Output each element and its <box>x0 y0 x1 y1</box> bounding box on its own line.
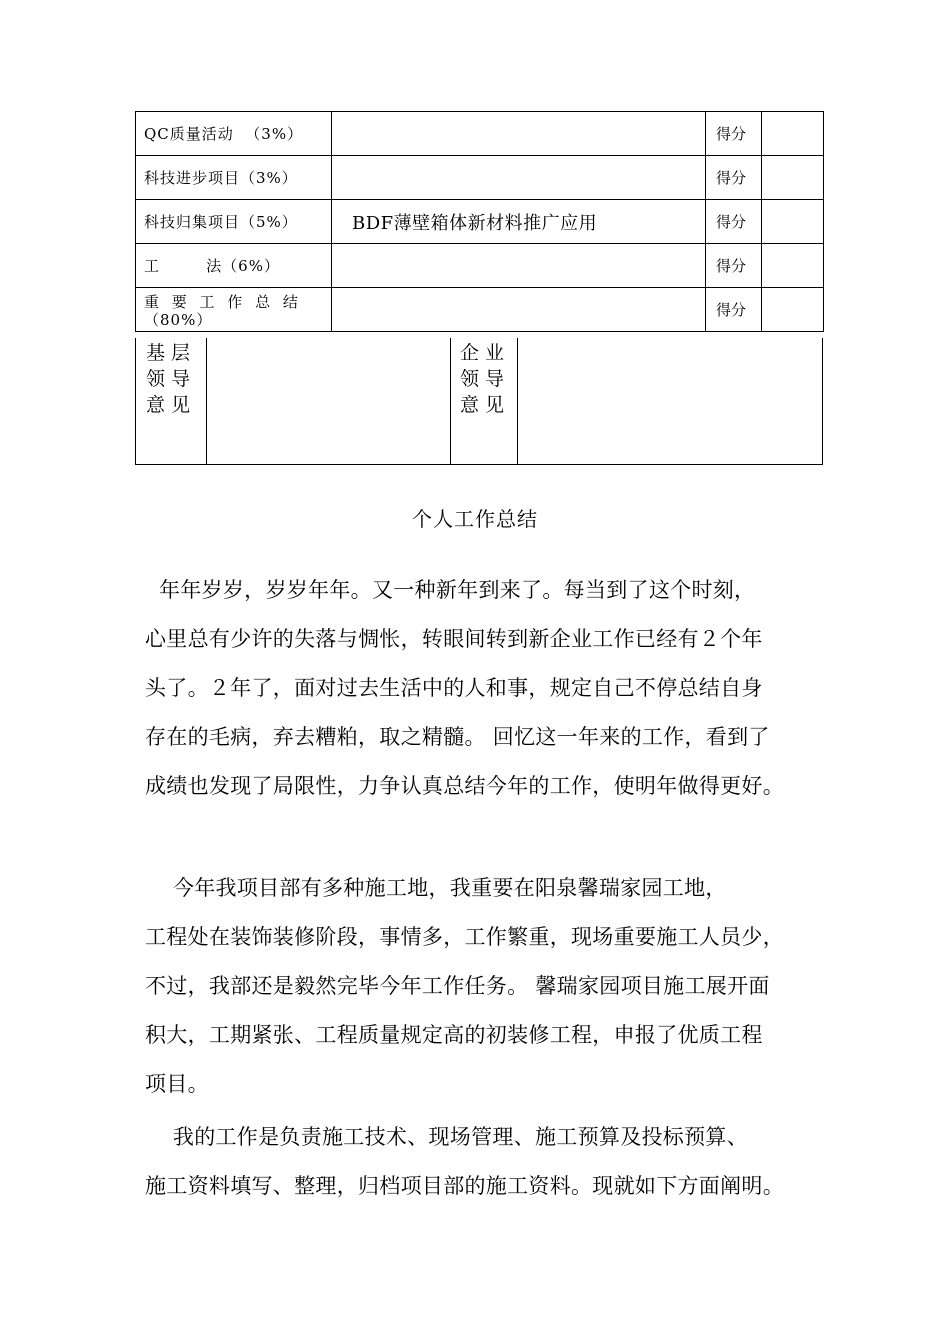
paragraph-line: 存在的毛病，弃去糟粕，取之精髓。 回忆这一年来的工作，看到了 <box>145 725 770 749</box>
score-cell[interactable] <box>762 244 824 288</box>
row-content <box>332 288 706 332</box>
score-cell[interactable] <box>762 156 824 200</box>
paragraph-line: 心里总有少许的失落与惆怅，转眼间转到新企业工作已经有２个年 <box>145 627 763 651</box>
basic-leader-label <box>146 340 196 418</box>
basic-leader-opinion-field[interactable] <box>207 338 451 464</box>
row-content: BDF薄壁箱体新材料推广应用 <box>332 200 706 244</box>
label-line: 领导 <box>146 368 197 390</box>
row-content <box>332 244 706 288</box>
row-label-line: （80%） <box>144 310 213 329</box>
enterprise-leader-label <box>460 340 510 418</box>
enterprise-leader-label-cell <box>451 338 518 464</box>
paragraph-line: 头了。２年了，面对过去生活中的人和事，规定自己不停总结自身 <box>145 676 763 700</box>
score-label: 得分 <box>706 288 762 332</box>
label-line: 领导 <box>460 368 511 390</box>
score-label: 得分 <box>706 200 762 244</box>
paragraph-line: 不过，我部还是毅然完毕今年工作任务。 馨瑞家园项目施工展开面 <box>145 974 770 998</box>
row-label: 科技进步项目（3%） <box>136 156 332 200</box>
table-row <box>136 156 824 200</box>
paragraph-line: 今年我项目部有多种施工地，我重要在阳泉馨瑞家园工地， <box>145 876 727 900</box>
label-line: 意见 <box>146 394 197 416</box>
document-title: 个人工作总结 <box>412 507 538 531</box>
opinion-section <box>135 338 823 465</box>
table-row <box>136 244 824 288</box>
row-label <box>136 288 332 332</box>
paragraph-line: 施工资料填写、整理，归档项目部的施工资料。现就如下方面阐明。 <box>145 1174 784 1198</box>
row-content <box>332 156 706 200</box>
table-row <box>136 200 824 244</box>
paragraph-line: 我的工作是负责施工技术、现场管理、施工预算及投标预算、 <box>145 1125 748 1149</box>
row-label: QC质量活动 （3%） <box>136 112 332 156</box>
score-cell[interactable] <box>762 200 824 244</box>
paragraph <box>145 1113 835 1211</box>
score-label: 得分 <box>706 112 762 156</box>
paragraph-line: 年年岁岁，岁岁年年。又一种新年到来了。每当到了这个时刻， <box>145 578 756 602</box>
score-label: 得分 <box>706 156 762 200</box>
paragraph-line: 积大，工期紧张、工程质量规定高的初装修工程，申报了优质工程 <box>145 1023 763 1047</box>
paragraph-line: 工程处在装饰装修阶段，事情多，工作繁重，现场重要施工人员少， <box>145 925 784 949</box>
paragraph <box>145 566 835 811</box>
table-row <box>136 112 824 156</box>
label-line: 企业 <box>460 342 511 364</box>
row-label: 工 法（6%） <box>136 244 332 288</box>
paragraph <box>145 864 835 1109</box>
basic-leader-label-cell <box>136 338 207 464</box>
row-label: 科技归集项目（5%） <box>136 200 332 244</box>
score-label: 得分 <box>706 244 762 288</box>
row-label-line: 重 要 工 作 总 结 <box>144 292 302 311</box>
table-row <box>136 288 824 332</box>
score-cell[interactable] <box>762 288 824 332</box>
enterprise-leader-opinion-field[interactable] <box>518 338 822 464</box>
paragraph-line: 成绩也发现了局限性，力争认真总结今年的工作，使明年做得更好。 <box>145 774 784 798</box>
label-line: 意见 <box>460 394 511 416</box>
score-cell[interactable] <box>762 112 824 156</box>
paragraph-line: 项目。 <box>145 1072 209 1096</box>
row-content <box>332 112 706 156</box>
label-line: 基层 <box>146 342 197 364</box>
evaluation-table <box>135 111 824 332</box>
